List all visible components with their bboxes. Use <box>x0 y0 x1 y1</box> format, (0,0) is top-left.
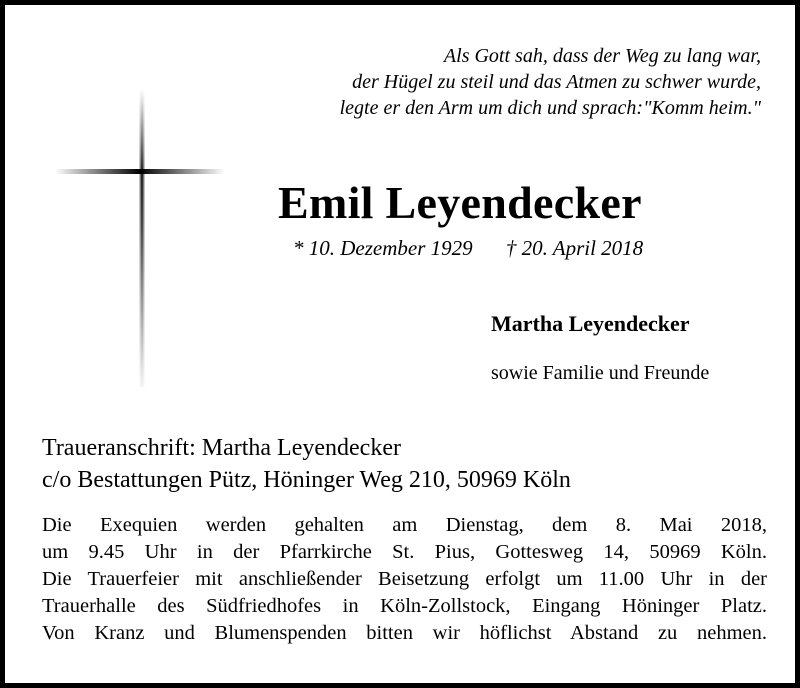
details-line: Trauerhalle des Südfriedhofes in Köln-Zollstock, Eingang Höninger Platz. <box>42 595 767 617</box>
details-line: Von Kranz und Blumenspenden bitten wir höflichst Abstand zu nehmen. <box>42 622 767 644</box>
deceased-name: Emil Leyendecker <box>278 177 642 228</box>
mourning-address <box>42 432 571 496</box>
other-mourners: sowie Familie und Freunde <box>491 362 710 384</box>
service-details <box>42 512 767 647</box>
details-line: Die Exequien werden gehalten am Dienstag, dem 8. Mai 2018, <box>42 514 767 536</box>
poem-line: der Hügel zu steil und das Atmen zu schwer wurde, <box>352 71 761 93</box>
poem-line: legte er den Arm um dich und sprach:"Komm heim." <box>339 97 761 119</box>
details-line: Die Trauerfeier mit anschließender Beisetzung erfolgt um 11.00 Uhr in der <box>42 568 767 590</box>
primary-mourner: Martha Leyendecker <box>491 311 690 336</box>
address-line: Traueranschrift: Martha Leyendecker <box>42 435 401 461</box>
poem-line: Als Gott sah, dass der Weg zu lang war, <box>443 45 761 67</box>
address-line: c/o Bestattungen Pütz, Höninger Weg 210, 50969 Köln <box>42 467 571 493</box>
details-line: um 9.45 Uhr in der Pfarrkirche St. Pius, Gottesweg 14, 50969 Köln. <box>42 541 767 563</box>
cross-icon <box>55 89 225 387</box>
poem <box>340 43 761 121</box>
life-dates <box>293 234 643 262</box>
death-date: † 20. April 2018 <box>505 236 644 260</box>
birth-date: * 10. Dezember 1929 <box>293 236 473 260</box>
